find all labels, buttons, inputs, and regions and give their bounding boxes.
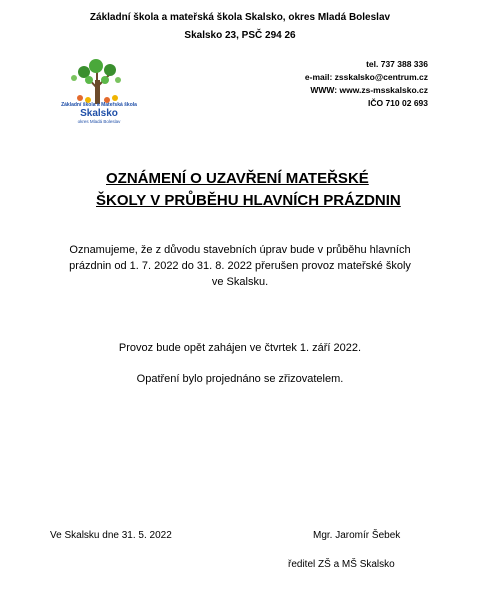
contact-web: WWW: www.zs-msskalsko.cz [310, 85, 428, 95]
contact-email: e-mail: zsskalsko@centrum.cz [304, 72, 428, 82]
logo-caption [54, 102, 144, 124]
paragraph-line2: prázdnin od 1. 7. 2022 do 31. 8. 2022 přerušen provoz mateřské školy [69, 260, 411, 272]
signature-role: ředitel ZŠ a MŠ Skalsko [288, 559, 395, 570]
signature-name: Mgr. Jaromír Šebek [313, 530, 401, 541]
approval-text: Opatření bylo projednáno se zřizovatelem. [136, 373, 344, 385]
school-logo-tree-icon [58, 58, 138, 136]
signature-place-date: Ve Skalsku dne 31. 5. 2022 [50, 530, 172, 541]
logo-line1: Základní škola a Mateřská škola [61, 102, 137, 108]
reopening-text: Provoz bude opět zahájen ve čtvrtek 1. září 2022. [118, 342, 362, 354]
title-line2: ŠKOLY V PRŮBĚHU HLAVNÍCH PRÁZDNIN [96, 192, 401, 209]
document-title [96, 168, 401, 212]
announcement-paragraph [40, 242, 440, 290]
title-line1: OZNÁMENÍ O UZAVŘENÍ MATEŘSKÉ [106, 170, 369, 187]
paragraph-line3: ve Skalsku. [211, 276, 269, 288]
logo-line2: Skalsko [80, 108, 118, 119]
logo-line3: okres Mladá Boleslav [77, 119, 121, 124]
paragraph-line1: Oznamujeme, že z důvodu stavebních úprav bude v průběhu hlavních [69, 244, 411, 256]
contact-ico: IČO 710 02 693 [367, 98, 428, 108]
contact-block [305, 58, 428, 110]
school-name: Základní škola a mateřská škola Skalsko, okres Mladá Boleslav [89, 12, 391, 23]
school-address: Skalsko 23, PSČ 294 26 [184, 30, 296, 41]
contact-phone: tel. 737 388 336 [366, 59, 428, 69]
